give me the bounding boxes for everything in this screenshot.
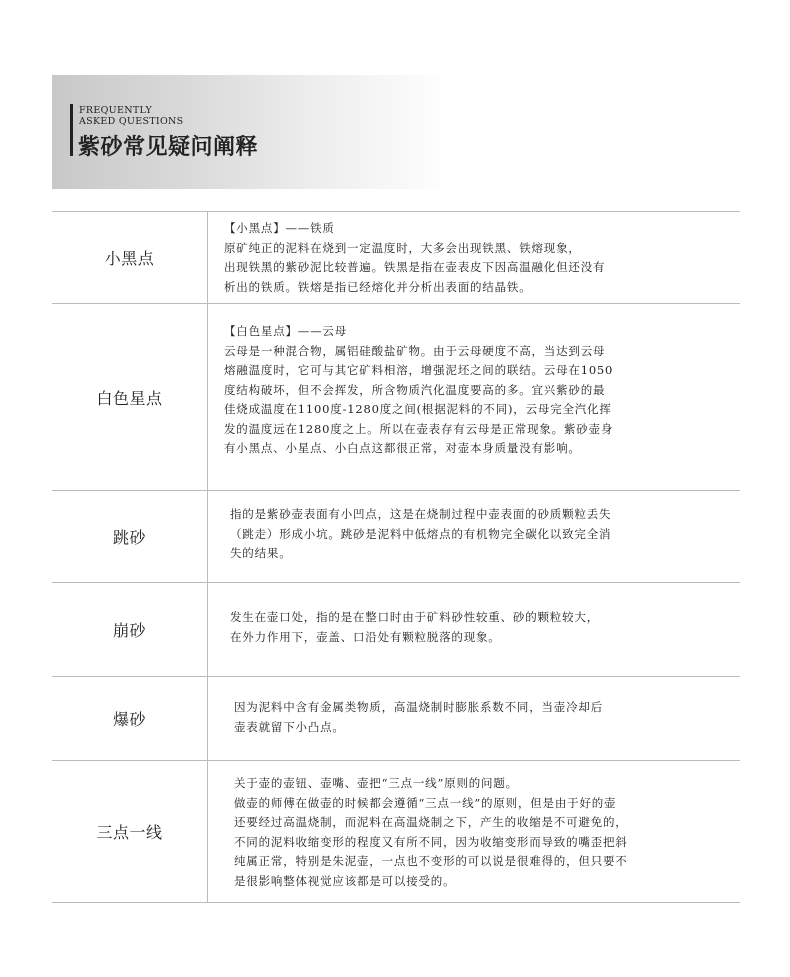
faq-term: 爆砂 xyxy=(52,677,208,760)
faq-line: 在外力作用下，壶盖、口沿处有颗粒脱落的现象。 xyxy=(230,629,501,644)
faq-row-bengsha xyxy=(52,583,740,677)
faq-line: 不同的泥料收缩变形的程度又有所不同，因为收缩变形而导致的嘴歪把斜 xyxy=(234,834,628,849)
header-english-subtitle xyxy=(79,105,183,127)
header-accent-bar xyxy=(70,104,73,156)
faq-line: 指的是紫砂壶表面有小凹点，这是在烧制过程中壶表面的砂质颗粒丢失 xyxy=(230,507,612,521)
faq-description xyxy=(224,322,690,459)
faq-line: 关于壶的壶钮、壶嘴、壶把“三点一线”原则的问题。 xyxy=(234,776,518,790)
faq-term: 小黑点 xyxy=(52,212,208,303)
faq-table xyxy=(52,211,740,903)
faq-line: 纯属正常，特别是朱泥壶，一点也不变形的可以说是很难得的，但只要不 xyxy=(234,854,628,868)
faq-line: 因为泥料中含有金属类物质，高温烧制时膨胀系数不同，当壶冷却后 xyxy=(234,700,603,714)
faq-description xyxy=(234,774,700,891)
faq-line: 失的结果。 xyxy=(230,546,292,560)
faq-row-baosha xyxy=(52,677,740,761)
faq-line: 【小黑点】——铁质 xyxy=(224,221,335,235)
faq-line: 原矿纯正的泥料在烧到一定温度时，大多会出现铁黑、铁熔现象， xyxy=(224,240,581,255)
faq-line: （跳走）形成小坑。跳砂是泥料中低熔点的有机物完全碳化以致完全消 xyxy=(230,526,612,541)
faq-line: 还要经过高温烧制，而泥料在高温烧制之下，产生的收缩是不可避免的， xyxy=(234,815,628,829)
faq-description xyxy=(230,505,690,564)
page-title: 紫砂常见疑问阐释 xyxy=(78,134,259,160)
faq-term: 跳砂 xyxy=(52,491,208,582)
faq-line: 度结构破坏，但不会挥发，所含物质汽化温度要高的多。宜兴紫砂的最 xyxy=(224,382,606,397)
faq-row-sandianyixian xyxy=(52,761,740,903)
faq-description xyxy=(234,698,690,737)
faq-line: 发生在壶口处，指的是在整口时由于矿料砂性较重、砂的颗粒较大， xyxy=(230,610,599,624)
header-en-line-2: ASKED QUESTIONS xyxy=(79,116,184,127)
faq-line: 发的温度远在1280度之上。所以在壶表存有云母是正常现象。紫砂壶身 xyxy=(224,421,614,436)
faq-line: 出现铁黑的紫砂泥比较普遍。铁黑是指在壶表皮下因高温融化但还没有 xyxy=(224,260,606,274)
faq-line: 云母是一种混合物，属铝硅酸盐矿物。由于云母硬度不高，当达到云母 xyxy=(224,343,606,358)
faq-row-baisexingdian xyxy=(52,304,740,491)
faq-term: 崩砂 xyxy=(52,583,208,676)
faq-row-tiaosha xyxy=(52,491,740,583)
faq-line: 做壶的师傅在做壶的时候都会遵循“三点一线”的原则，但是由于好的壶 xyxy=(234,795,617,810)
faq-line: 是很影响整体视觉应该都是可以接受的。 xyxy=(234,873,456,888)
faq-term: 三点一线 xyxy=(52,761,208,902)
faq-line: 壶表就留下小凸点。 xyxy=(234,719,345,734)
faq-line: 【白色星点】——云母 xyxy=(224,324,347,338)
faq-line: 佳烧成温度在1100度-1280度之间(根据泥料的不同)，云母完全汽化挥 xyxy=(224,402,612,416)
header-en-line-1: FREQUENTLY xyxy=(79,105,153,116)
faq-row-xiaoheidian xyxy=(52,212,740,304)
faq-line: 有小黑点、小星点、小白点这都很正常，对壶本身质量没有影响。 xyxy=(224,441,581,455)
faq-term: 白色星点 xyxy=(52,304,208,490)
faq-description xyxy=(224,219,690,297)
faq-line: 熔融温度时，它可与其它矿料相溶，增强泥坯之间的联结。云母在1050 xyxy=(224,363,614,377)
faq-line: 析出的铁质。铁熔是指已经熔化并分析出表面的结晶铁。 xyxy=(224,279,532,294)
faq-description xyxy=(230,608,690,647)
